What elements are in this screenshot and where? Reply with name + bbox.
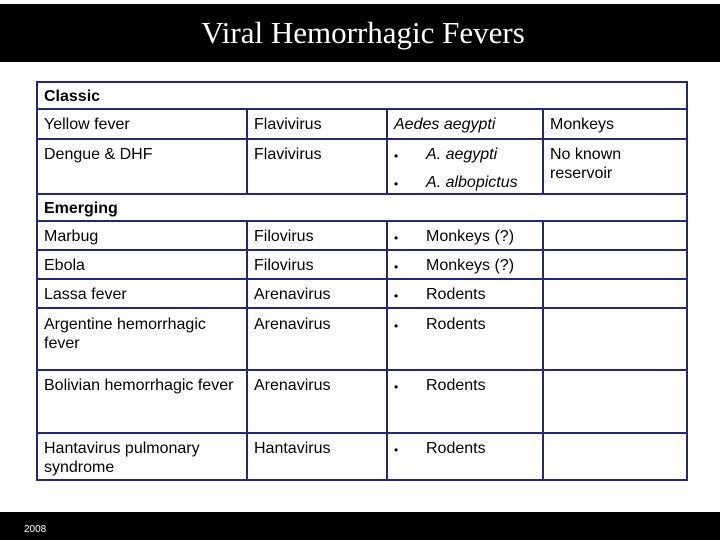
family-cell: Filovirus xyxy=(248,222,388,249)
empty-cell xyxy=(544,222,686,249)
section-row-emerging xyxy=(38,195,686,222)
vector-cell: Aedes aegypti xyxy=(388,110,544,138)
table-row xyxy=(38,280,686,309)
vector-cell xyxy=(388,140,544,193)
empty-cell xyxy=(544,371,686,432)
section-row-classic xyxy=(38,83,686,110)
host-cell xyxy=(388,280,544,307)
footer-year: 2008 xyxy=(24,524,47,535)
family-cell: Flavivirus xyxy=(248,140,388,193)
disease-cell: Bolivian hemorrhagic fever xyxy=(38,371,248,432)
disease-cell: Lassa fever xyxy=(38,280,248,307)
host-item: Rodents xyxy=(426,316,486,333)
table-row xyxy=(38,110,686,140)
vector-item: A. albopictus xyxy=(426,174,518,191)
host-cell xyxy=(388,222,544,249)
family-cell: Filovirus xyxy=(248,251,388,278)
section-label-emerging: Emerging xyxy=(44,200,118,217)
host-item: Rodents xyxy=(426,377,486,394)
bullet-icon: • xyxy=(394,149,399,163)
page-title: Viral Hemorrhagic Fevers xyxy=(201,15,525,50)
table-row xyxy=(38,434,686,479)
bullet-icon: • xyxy=(394,231,399,245)
title-bar xyxy=(0,0,720,62)
host-cell xyxy=(388,251,544,278)
vector-item: A. aegypti xyxy=(426,146,498,163)
bullet-icon: • xyxy=(394,260,399,274)
table-row xyxy=(38,222,686,251)
title-rule xyxy=(0,0,720,4)
host-cell xyxy=(388,434,544,479)
table-row xyxy=(38,371,686,434)
empty-cell xyxy=(544,309,686,369)
table-row xyxy=(38,140,686,195)
bullet-icon: • xyxy=(394,319,399,333)
bullet-icon: • xyxy=(394,177,399,191)
bullet-icon: • xyxy=(394,380,399,394)
fevers-table xyxy=(36,81,688,481)
host-item: Monkeys (?) xyxy=(426,257,515,274)
disease-cell: Dengue & DHF xyxy=(38,140,248,193)
host-cell xyxy=(388,309,544,369)
empty-cell xyxy=(544,251,686,278)
disease-cell: Marbug xyxy=(38,222,248,249)
empty-cell xyxy=(544,280,686,307)
family-cell: Flavivirus xyxy=(248,110,388,138)
disease-cell: Hantavirus pulmonary syndrome xyxy=(38,434,248,479)
family-cell: Hantavirus xyxy=(248,434,388,479)
disease-cell: Ebola xyxy=(38,251,248,278)
bullet-icon: • xyxy=(394,289,399,303)
footer-bar xyxy=(0,512,720,540)
family-cell: Arenavirus xyxy=(248,309,388,369)
disease-cell: Yellow fever xyxy=(38,110,248,138)
section-label-classic: Classic xyxy=(44,88,101,105)
bullet-icon: • xyxy=(394,443,399,457)
host-item: Monkeys (?) xyxy=(426,228,515,245)
family-cell: Arenavirus xyxy=(248,371,388,432)
host-cell xyxy=(388,371,544,432)
family-cell: Arenavirus xyxy=(248,280,388,307)
table-row xyxy=(38,309,686,371)
host-item: Rodents xyxy=(426,440,486,457)
empty-cell xyxy=(544,434,686,479)
reservoir-cell: Monkeys xyxy=(550,116,615,133)
disease-cell: Argentine hemorrhagic fever xyxy=(38,309,248,369)
reservoir-cell: No known reservoir xyxy=(550,146,622,182)
table-row xyxy=(38,251,686,280)
host-item: Rodents xyxy=(426,286,486,303)
